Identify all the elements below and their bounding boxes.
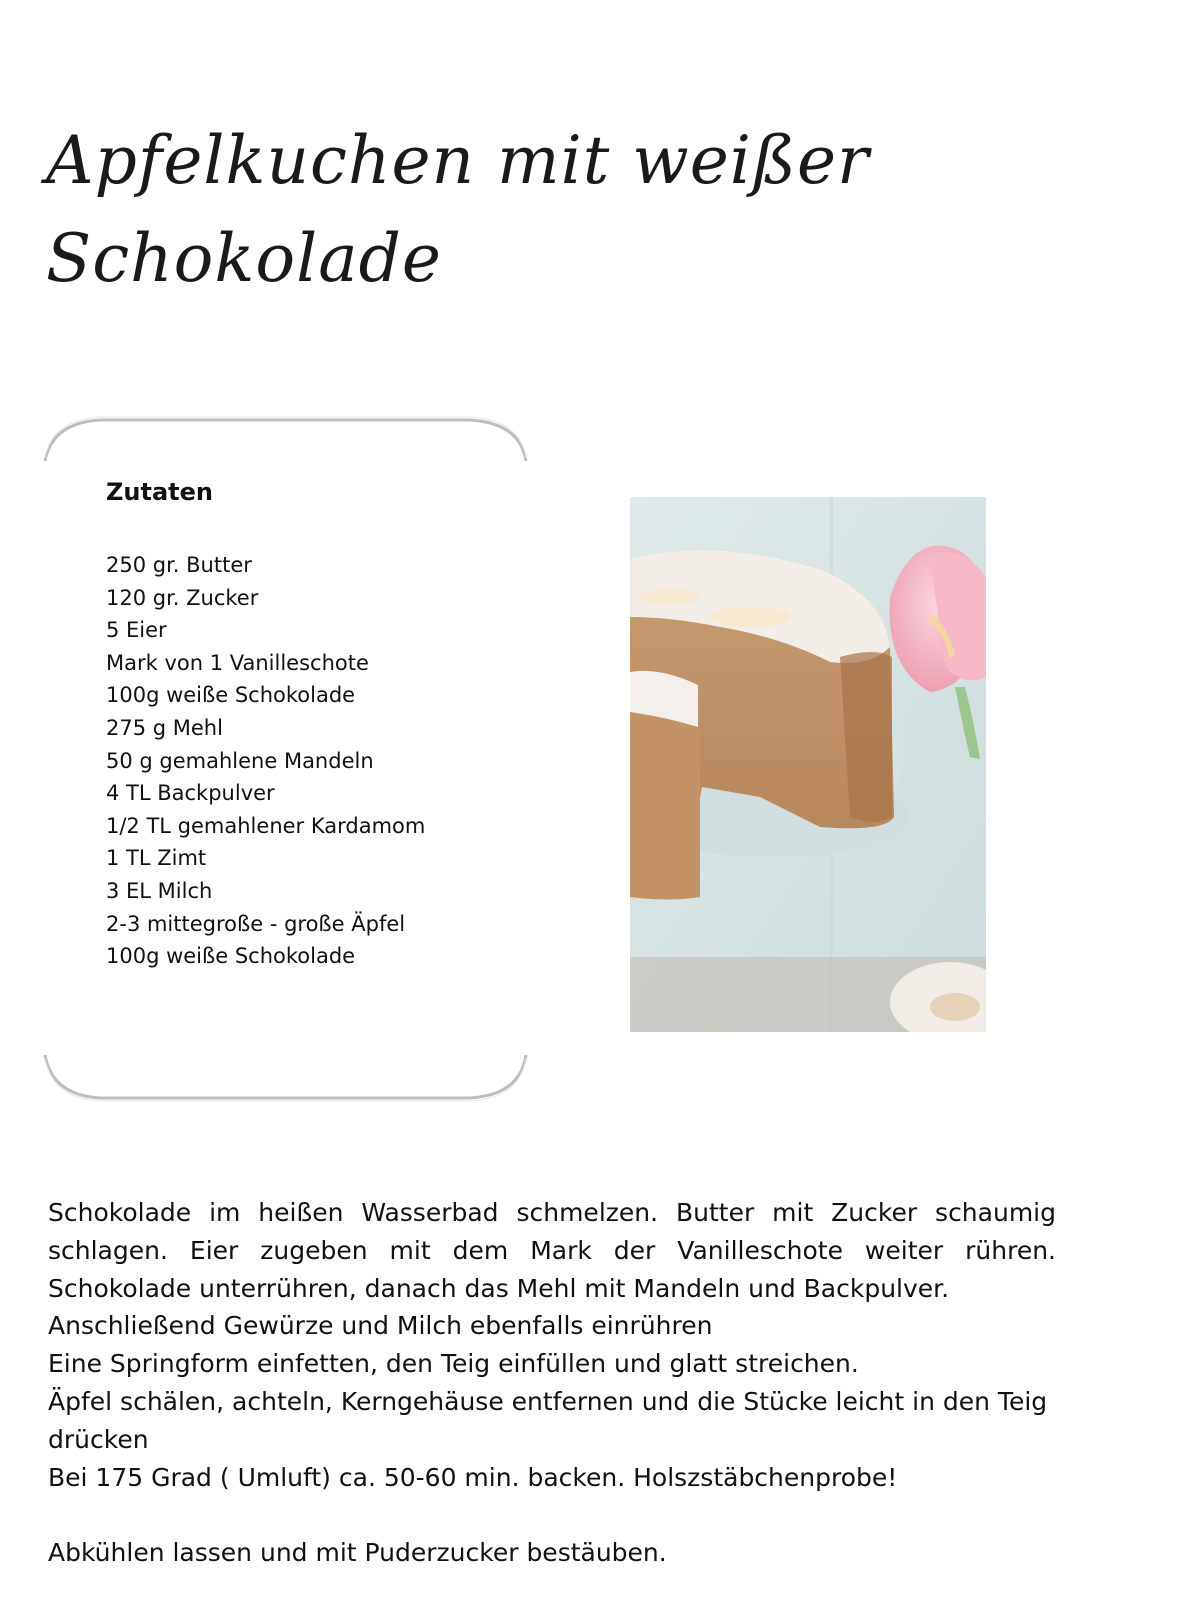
instruction-line: Äpfel schälen, achteln, Kerngehäuse entfernen und die Stücke leicht in den Teig drücken bbox=[48, 1386, 1048, 1454]
ingredients-heading: Zutaten bbox=[106, 478, 213, 506]
ingredient-item: 5 Eier bbox=[106, 618, 167, 643]
ingredient-item: 50 g gemahlene Mandeln bbox=[106, 748, 374, 773]
ingredient-item: 100g weiße Schokolade bbox=[106, 944, 356, 969]
ingredients-list bbox=[106, 549, 425, 973]
paragraph-gap bbox=[48, 1496, 1056, 1534]
recipe-title bbox=[46, 112, 946, 308]
instructions bbox=[48, 1194, 1056, 1572]
ingredient-item: 4 TL Backpulver bbox=[106, 781, 275, 806]
ingredient-item: 275 g Mehl bbox=[106, 715, 223, 740]
ingredient-item: 100g weiße Schokolade bbox=[106, 683, 356, 708]
instruction-line: Anschließend Gewürze und Milch ebenfalls einrühren bbox=[48, 1311, 713, 1341]
ingredient-item: 1 TL Zimt bbox=[106, 846, 207, 871]
ingredient-item: 3 EL Milch bbox=[106, 878, 213, 903]
recipe-title-line-1: Apfelkuchen mit weißer bbox=[46, 122, 870, 199]
ingredient-item: 250 gr. Butter bbox=[106, 553, 252, 577]
recipe-title-line-2: Schokolade bbox=[46, 220, 442, 297]
instruction-line: Abkühlen lassen und mit Puderzucker bestäuben. bbox=[48, 1538, 667, 1568]
instruction-line: Eine Springform einfetten, den Teig einfüllen und glatt streichen. bbox=[48, 1349, 859, 1379]
cake-photo-illustration bbox=[630, 497, 986, 1032]
ingredient-item: 1/2 TL gemahlener Kardamom bbox=[106, 813, 426, 838]
ingredient-item: Mark von 1 Vanilleschote bbox=[106, 650, 369, 675]
ingredient-item: 2-3 mittegroße - große Äpfel bbox=[106, 911, 406, 936]
cake-photo bbox=[630, 497, 986, 1032]
instruction-paragraph: Schokolade im heißen Wasserbad schmelzen. Butter mit Zucker schaumig schlagen. Eier zugeben mit dem Mark der Vanilleschote weiter rühren. Schokolade unterrühren, danach das Mehl mit Mandeln und Backpulver. bbox=[48, 1198, 1056, 1303]
instruction-line: Bei 175 Grad ( Umluft) ca. 50-60 min. backen. Holszstäbchenprobe! bbox=[48, 1462, 898, 1492]
ingredient-item: 120 gr. Zucker bbox=[106, 585, 259, 610]
